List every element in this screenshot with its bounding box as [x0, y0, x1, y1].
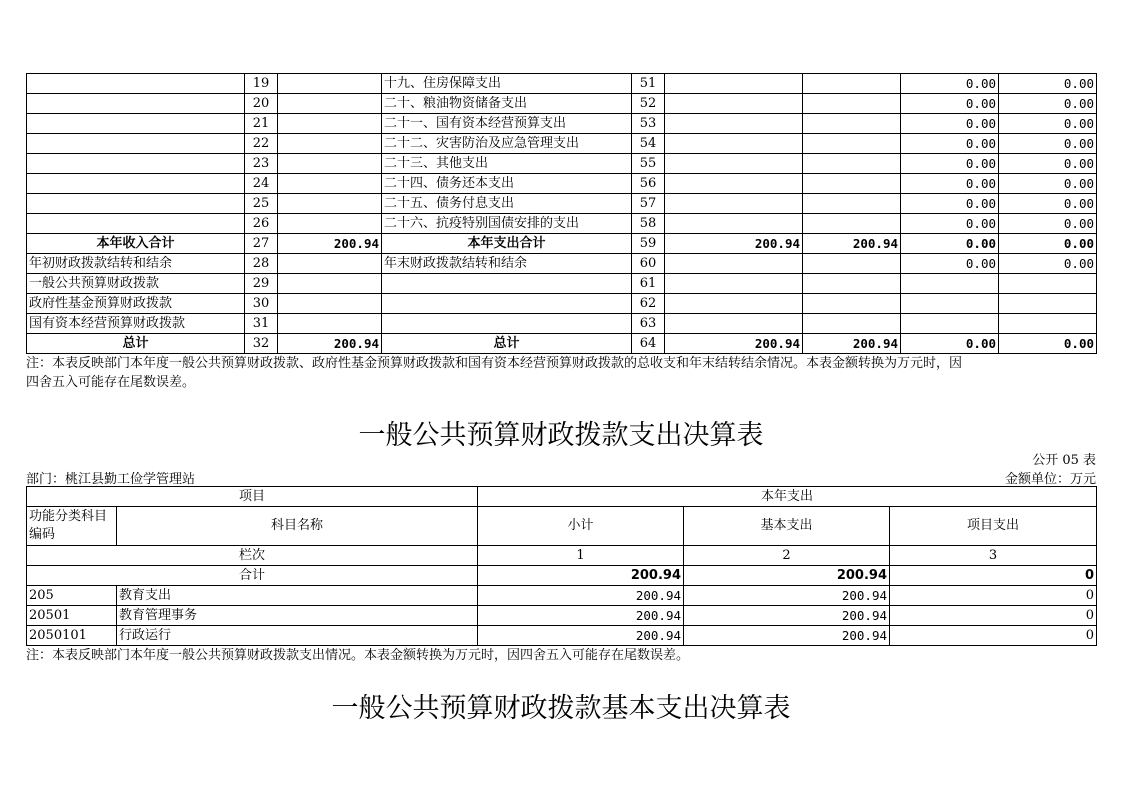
cell-left-amt [278, 294, 382, 314]
cell-right-no: 53 [632, 114, 665, 134]
cell-code: 2050101 [27, 626, 117, 646]
table-row [27, 154, 1097, 174]
table-row [27, 74, 1097, 94]
cell-c4: 0.00 [999, 114, 1097, 134]
cell-c2 [803, 174, 901, 194]
cell-c2 [803, 94, 901, 114]
cell-c1 [665, 174, 803, 194]
cell-left-no: 31 [245, 314, 278, 334]
cell-left-amt [278, 214, 382, 234]
table1-note-line1: 注：本表反映部门本年度一般公共预算财政拨款、政府性基金预算财政拨款和国有资本经营预算财政拨款的总收支和年末结转结余情况。本表金额转换为万元时，因 [26, 356, 963, 371]
total-basic: 200.94 [684, 566, 890, 586]
department-label: 部门：桃江县勤工俭学管理站 [26, 472, 196, 487]
cell-right-no: 57 [632, 194, 665, 214]
fiscal-income-expense-table [26, 73, 1097, 354]
cell-left-label: 总计 [27, 334, 245, 354]
cell-c3: 0.00 [901, 154, 999, 174]
table2-note: 注：本表反映部门本年度一般公共预算财政拨款支出情况。本表金额转换为万元时，因四舍五入可能存在尾数误差。 [26, 648, 690, 663]
table1-note-line2: 四舍五入可能存在尾数误差。 [26, 375, 196, 390]
cell-c1 [665, 154, 803, 174]
cell-c4: 0.00 [999, 134, 1097, 154]
cell-c4 [999, 314, 1097, 334]
amount-unit: 金额单位：万元 [1004, 472, 1096, 487]
table-row [27, 606, 1097, 626]
cell-c4 [999, 274, 1097, 294]
cell-basic: 200.94 [684, 606, 890, 626]
cell-basic: 200.94 [684, 586, 890, 606]
cell-sub: 200.94 [478, 606, 684, 626]
cell-name: 教育支出 [117, 586, 478, 606]
cell-left-label: 年初财政拨款结转和结余 [27, 254, 245, 274]
section2-title: 一般公共预算财政拨款支出决算表 [358, 420, 764, 451]
table-row [27, 134, 1097, 154]
cell-left-amt [278, 194, 382, 214]
table-row [27, 586, 1097, 606]
cell-c3: 0.00 [901, 74, 999, 94]
header-code: 功能分类科目编码 [27, 507, 117, 546]
cell-c2 [803, 254, 901, 274]
table-row [27, 234, 1097, 254]
cell-c4: 0.00 [999, 234, 1097, 254]
cell-left-label [27, 154, 245, 174]
cell-left-no: 22 [245, 134, 278, 154]
cell-name: 行政运行 [117, 626, 478, 646]
cell-left-no: 21 [245, 114, 278, 134]
cell-left-label [27, 134, 245, 154]
cell-c1 [665, 274, 803, 294]
cell-c3 [901, 294, 999, 314]
table-row [27, 334, 1097, 354]
cell-c3: 0.00 [901, 174, 999, 194]
cell-right-label [382, 314, 632, 334]
table-row [27, 626, 1097, 646]
cell-right-label: 二十一、国有资本经营预算支出 [382, 114, 632, 134]
cell-c1: 200.94 [665, 234, 803, 254]
cell-right-no: 52 [632, 94, 665, 114]
cell-c2: 200.94 [803, 334, 901, 354]
cell-c2 [803, 194, 901, 214]
cell-left-no: 28 [245, 254, 278, 274]
cell-c1 [665, 254, 803, 274]
cell-left-amt [278, 134, 382, 154]
cell-c1 [665, 194, 803, 214]
cell-left-amt [278, 314, 382, 334]
cell-left-no: 20 [245, 94, 278, 114]
cell-c2 [803, 74, 901, 94]
cell-left-amt [278, 154, 382, 174]
total-subtotal: 200.94 [478, 566, 684, 586]
cell-c4: 0.00 [999, 94, 1097, 114]
header-item: 项目 [27, 487, 478, 507]
cell-left-label: 本年收入合计 [27, 234, 245, 254]
cell-c4: 0.00 [999, 74, 1097, 94]
cell-c2 [803, 154, 901, 174]
section3-title: 一般公共预算财政拨款基本支出决算表 [331, 693, 791, 724]
table-row [27, 194, 1097, 214]
cell-left-no: 26 [245, 214, 278, 234]
cell-left-label [27, 74, 245, 94]
cell-left-label [27, 94, 245, 114]
table-row [27, 214, 1097, 234]
cell-right-label: 十九、住房保障支出 [382, 74, 632, 94]
cell-left-label [27, 174, 245, 194]
cell-c4 [999, 294, 1097, 314]
cell-right-no: 51 [632, 74, 665, 94]
cell-name: 教育管理事务 [117, 606, 478, 626]
column-index-1: 1 [478, 546, 684, 566]
total-label: 合计 [27, 566, 478, 586]
cell-project: 0 [890, 626, 1097, 646]
table-row [27, 114, 1097, 134]
cell-right-label [382, 274, 632, 294]
cell-c2 [803, 314, 901, 334]
cell-c2: 200.94 [803, 234, 901, 254]
cell-c2 [803, 294, 901, 314]
cell-left-no: 29 [245, 274, 278, 294]
cell-left-amt: 200.94 [278, 234, 382, 254]
cell-c3: 0.00 [901, 234, 999, 254]
cell-c3: 0.00 [901, 334, 999, 354]
cell-right-label: 二十二、灾害防治及应急管理支出 [382, 134, 632, 154]
cell-c1: 200.94 [665, 334, 803, 354]
cell-c1 [665, 214, 803, 234]
cell-c4: 0.00 [999, 214, 1097, 234]
header-subtotal: 小计 [478, 507, 684, 546]
cell-project: 0 [890, 606, 1097, 626]
cell-left-label: 国有资本经营预算财政拨款 [27, 314, 245, 334]
cell-sub: 200.94 [478, 586, 684, 606]
cell-right-label: 总计 [382, 334, 632, 354]
cell-c3: 0.00 [901, 214, 999, 234]
cell-basic: 200.94 [684, 626, 890, 646]
table-row [27, 94, 1097, 114]
cell-right-no: 58 [632, 214, 665, 234]
column-index-2: 2 [684, 546, 890, 566]
cell-right-no: 54 [632, 134, 665, 154]
cell-c3 [901, 274, 999, 294]
cell-left-amt [278, 254, 382, 274]
table-row [27, 294, 1097, 314]
cell-right-label: 本年支出合计 [382, 234, 632, 254]
cell-right-label: 二十六、抗疫特别国债安排的支出 [382, 214, 632, 234]
cell-c2 [803, 114, 901, 134]
general-budget-expense-table [26, 486, 1097, 646]
cell-c1 [665, 114, 803, 134]
cell-c4: 0.00 [999, 254, 1097, 274]
cell-right-label: 二十四、债务还本支出 [382, 174, 632, 194]
cell-code: 20501 [27, 606, 117, 626]
column-index-label: 栏次 [27, 546, 478, 566]
cell-right-label: 二十三、其他支出 [382, 154, 632, 174]
cell-sub: 200.94 [478, 626, 684, 646]
cell-c1 [665, 314, 803, 334]
column-index-3: 3 [890, 546, 1097, 566]
cell-c1 [665, 94, 803, 114]
cell-c3: 0.00 [901, 94, 999, 114]
cell-c3: 0.00 [901, 194, 999, 214]
cell-left-label: 一般公共预算财政拨款 [27, 274, 245, 294]
cell-c4: 0.00 [999, 174, 1097, 194]
table-row [27, 174, 1097, 194]
cell-code: 205 [27, 586, 117, 606]
cell-left-label: 政府性基金预算财政拨款 [27, 294, 245, 314]
cell-left-no: 19 [245, 74, 278, 94]
cell-c3: 0.00 [901, 134, 999, 154]
cell-c1 [665, 74, 803, 94]
table-row [27, 314, 1097, 334]
cell-right-no: 59 [632, 234, 665, 254]
header-name: 科目名称 [117, 507, 478, 546]
header-project: 项目支出 [890, 507, 1097, 546]
cell-right-label: 二十五、债务付息支出 [382, 194, 632, 214]
cell-c2 [803, 274, 901, 294]
cell-left-no: 23 [245, 154, 278, 174]
cell-c4: 0.00 [999, 194, 1097, 214]
cell-left-label [27, 194, 245, 214]
cell-left-label [27, 114, 245, 134]
table-row [27, 274, 1097, 294]
form-number: 公开 05 表 [1032, 453, 1096, 468]
cell-left-amt [278, 114, 382, 134]
cell-right-no: 55 [632, 154, 665, 174]
cell-c3: 0.00 [901, 254, 999, 274]
cell-left-no: 24 [245, 174, 278, 194]
cell-left-label [27, 214, 245, 234]
cell-left-amt [278, 94, 382, 114]
cell-right-no: 64 [632, 334, 665, 354]
cell-c4: 0.00 [999, 334, 1097, 354]
cell-left-no: 30 [245, 294, 278, 314]
cell-left-amt [278, 274, 382, 294]
cell-right-no: 62 [632, 294, 665, 314]
cell-c3: 0.00 [901, 114, 999, 134]
cell-right-no: 56 [632, 174, 665, 194]
cell-right-no: 61 [632, 274, 665, 294]
cell-c3 [901, 314, 999, 334]
total-project: 0 [890, 566, 1097, 586]
cell-left-no: 27 [245, 234, 278, 254]
table-row [27, 254, 1097, 274]
cell-c4: 0.00 [999, 154, 1097, 174]
cell-right-no: 63 [632, 314, 665, 334]
cell-left-no: 25 [245, 194, 278, 214]
cell-c1 [665, 134, 803, 154]
cell-right-no: 60 [632, 254, 665, 274]
header-year-expense: 本年支出 [478, 487, 1097, 507]
cell-c2 [803, 134, 901, 154]
cell-left-no: 32 [245, 334, 278, 354]
cell-left-amt [278, 74, 382, 94]
cell-right-label [382, 294, 632, 314]
header-basic: 基本支出 [684, 507, 890, 546]
cell-c1 [665, 294, 803, 314]
cell-left-amt [278, 174, 382, 194]
cell-right-label: 年末财政拨款结转和结余 [382, 254, 632, 274]
cell-project: 0 [890, 586, 1097, 606]
cell-left-amt: 200.94 [278, 334, 382, 354]
cell-right-label: 二十、粮油物资储备支出 [382, 94, 632, 114]
cell-c2 [803, 214, 901, 234]
